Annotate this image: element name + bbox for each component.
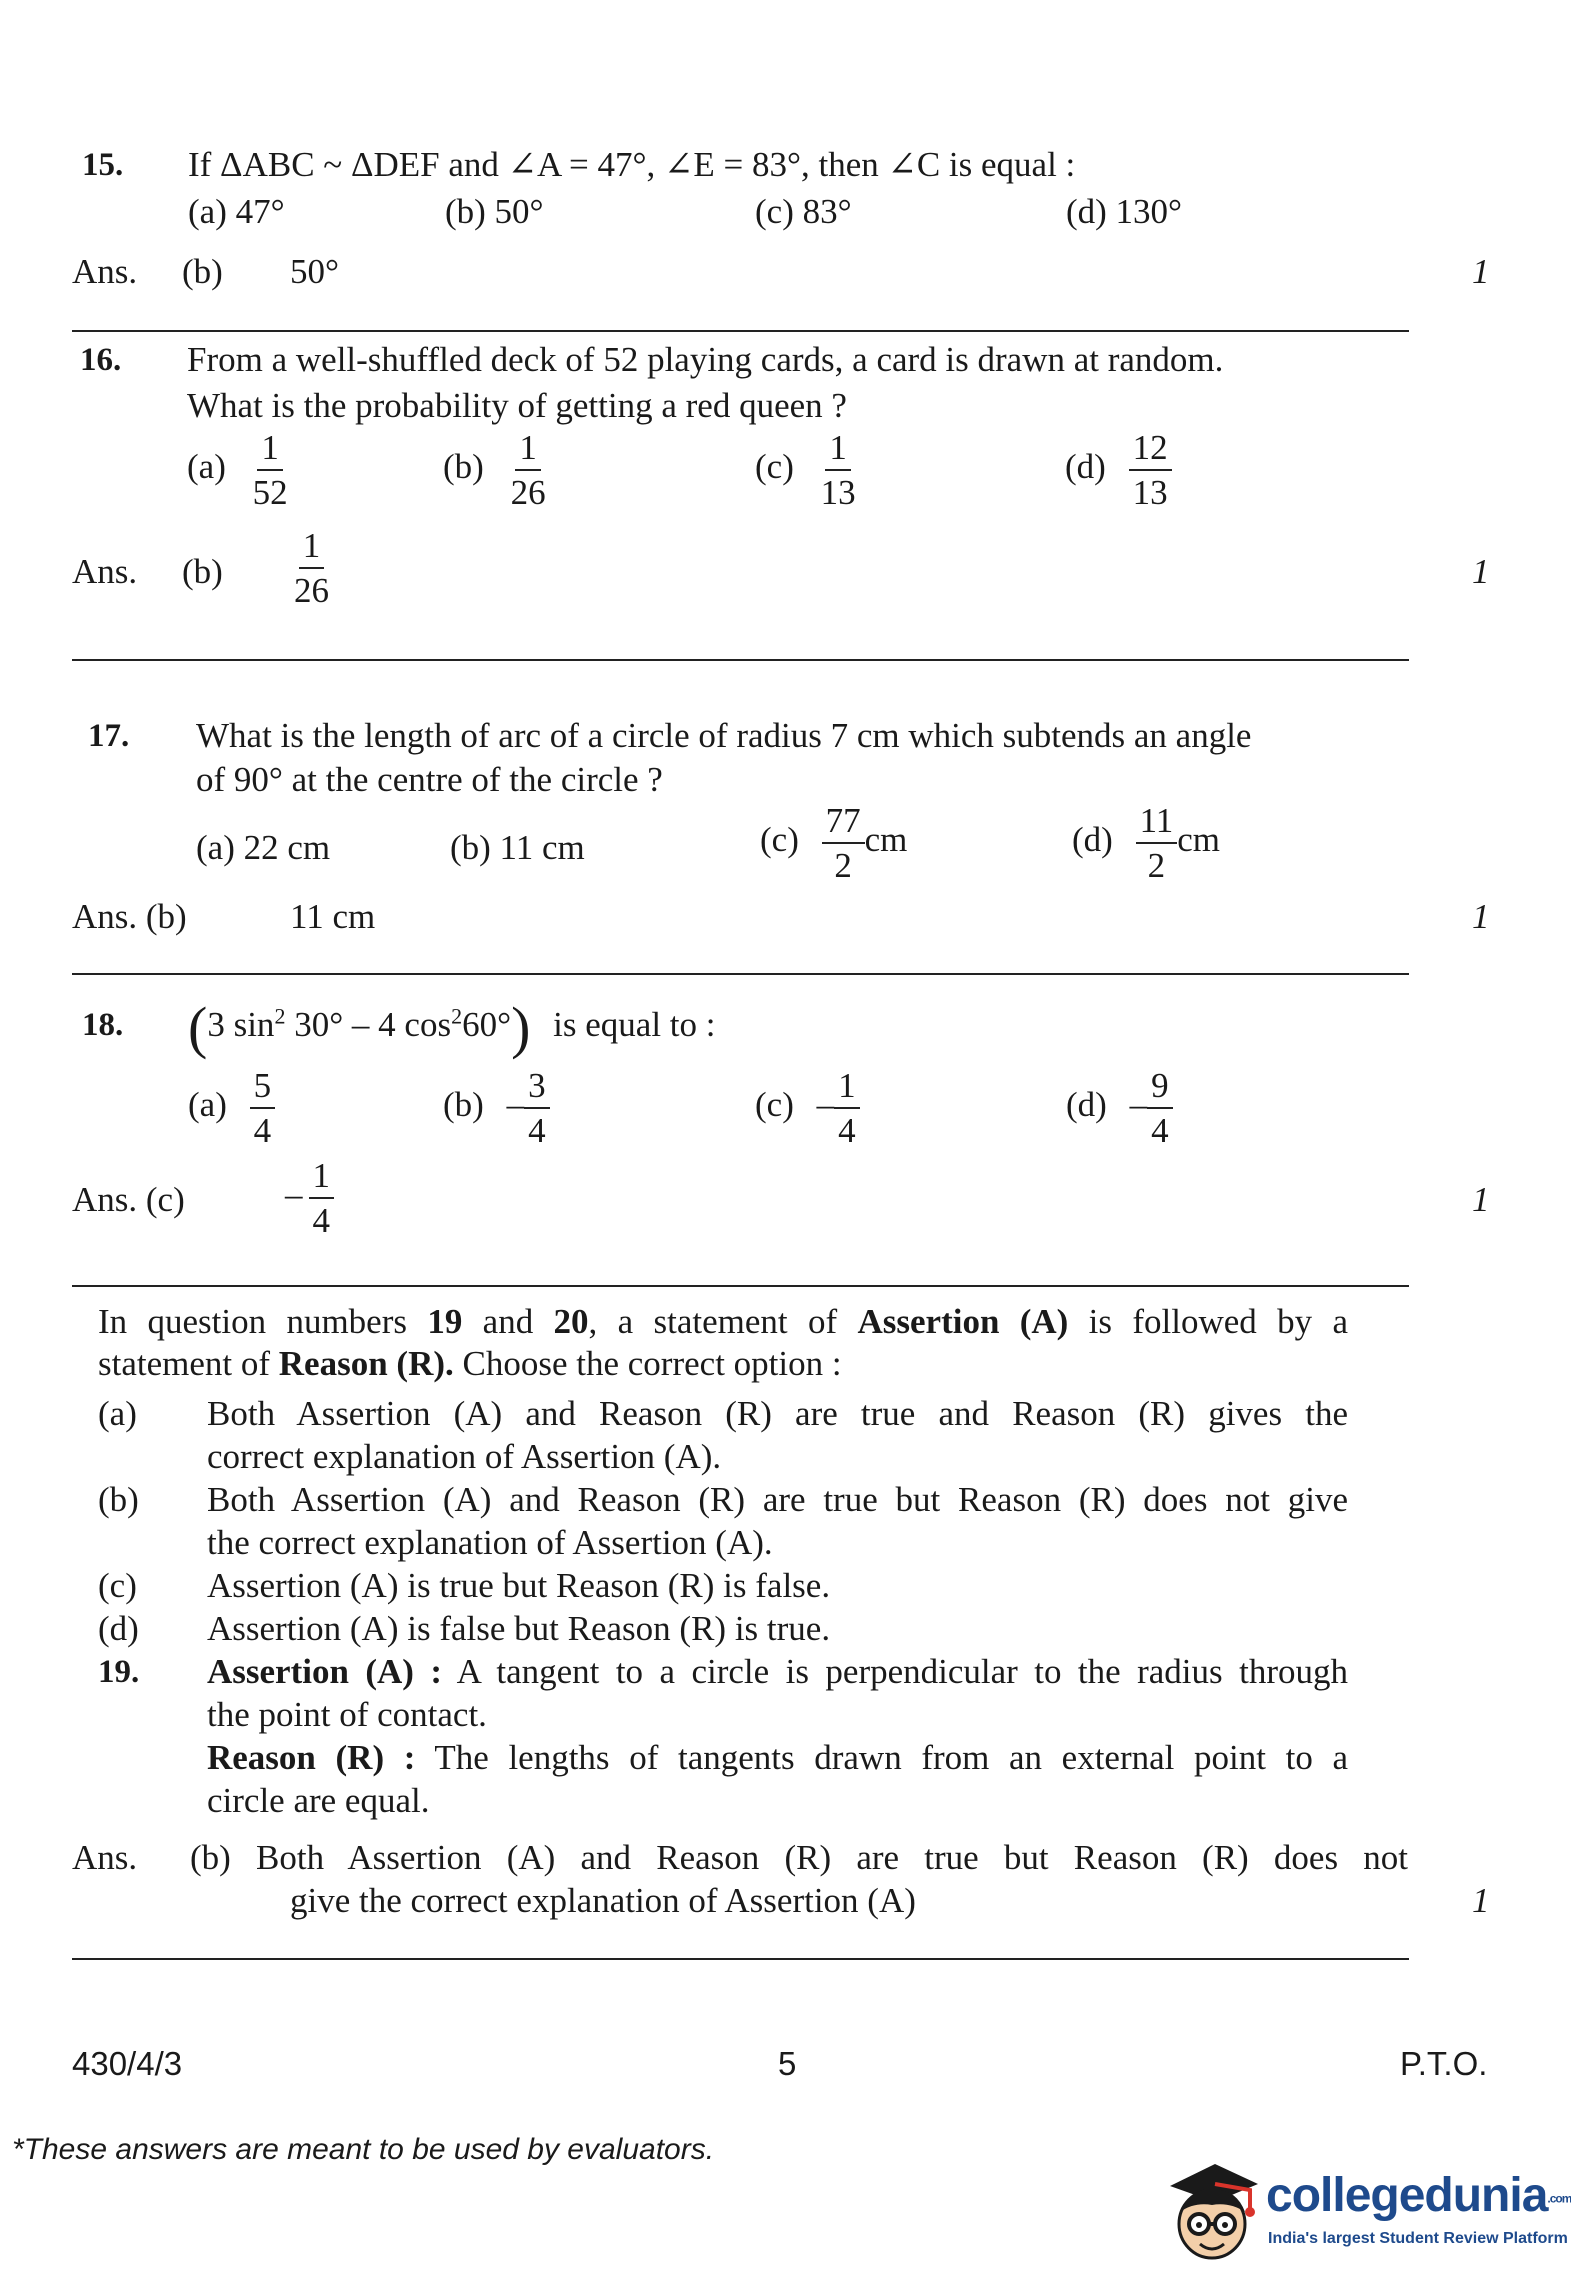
q19-answer-line1: (b) Both Assertion (A) and Reason (R) are true but Reason (R) does not (190, 1838, 1408, 1877)
q16-answer-label: Ans. (72, 552, 138, 591)
q18-option-c: (c) – $\frac{1}{4}$ (755, 1068, 860, 1148)
instruction-option-c: Assertion (A) is true but Reason (R) is false. (207, 1566, 831, 1605)
q15-number: 15. (82, 147, 124, 183)
q18-number: 18. (82, 1007, 124, 1043)
page-number: 5 (778, 2045, 797, 2082)
divider (72, 659, 1409, 661)
q16-answer-fraction: $\frac{1}{26}$ (294, 526, 329, 610)
q19-assertion-line1: Assertion (A) : A tangent to a circle is perpendicular to the radius through (207, 1652, 1348, 1691)
q16-stem-line2: What is the probability of getting a red queen ? (187, 386, 847, 425)
q18-option-a: (a) $\frac{5}{4}$ (188, 1068, 275, 1148)
q19-assertion-line2: the point of contact. (207, 1695, 487, 1734)
q17-option-b: (b) 11 cm (450, 828, 585, 867)
q19-answer-line2: give the correct explanation of Assertion (A) (290, 1881, 916, 1920)
q17-option-d: (d) $\frac{11}{2}$ cm (1072, 801, 1221, 885)
divider (72, 1958, 1409, 1960)
q16-option-a: (a) $\frac{1}{52}$ (187, 428, 288, 512)
q19-answer-label: Ans. (72, 1838, 138, 1877)
instruction-option-b-label: (b) (98, 1480, 139, 1519)
q15-stem: If ΔABC ~ ΔDEF and ∠A = 47°, ∠E = 83°, then ∠C is equal : (188, 145, 1076, 184)
q15-option-d: (d) 130° (1066, 192, 1183, 231)
instruction-option-b-line1: Both Assertion (A) and Reason (R) are true but Reason (R) does not give (207, 1480, 1348, 1519)
brand-tagline: India's largest Student Review Platform (1268, 2230, 1568, 2247)
q18-answer-label: Ans. (c) (72, 1180, 185, 1219)
q19-reason-line2: circle are equal. (207, 1781, 430, 1820)
divider (72, 973, 1409, 975)
q16-stem-line1: From a well-shuffled deck of 52 playing cards, a card is drawn at random. (187, 340, 1224, 379)
q18-option-d: (d) – $\frac{9}{4}$ (1066, 1068, 1173, 1148)
q18-marks: 1 (1472, 1180, 1490, 1219)
divider (72, 1285, 1409, 1287)
q17-stem-line1: What is the length of arc of a circle of radius 7 cm which subtends an angle (196, 716, 1252, 755)
instruction-option-d-label: (d) (98, 1609, 139, 1648)
q15-option-c: (c) 83° (755, 192, 852, 231)
q19-marks: 1 (1472, 1881, 1490, 1920)
q15-option-a: (a) 47° (188, 192, 285, 231)
q15-answer-label: Ans. (72, 252, 138, 291)
q19-reason-line1: Reason (R) : The lengths of tangents drawn from an external point to a (207, 1738, 1348, 1777)
pto-label: P.T.O. (1400, 2045, 1488, 2082)
instruction-option-b-line2: the correct explanation of Assertion (A). (207, 1523, 773, 1562)
q16-number: 16. (80, 342, 122, 378)
brand-name: collegedunia.com (1266, 2169, 1571, 2222)
evaluator-note: *These answers are meant to be used by evaluators. (12, 2133, 715, 2166)
q18-stem: (3 $\sin^2 30^\circ - 4$ $\cos^260^\circ$) is equal to : (188, 994, 716, 1060)
divider (72, 330, 1409, 332)
q18-answer-fraction: – $\frac{1}{4}$ (285, 1158, 334, 1238)
q15-option-b: (b) 50° (445, 192, 544, 231)
q15-answer-option: (b) (182, 252, 223, 291)
q16-option-d: (d) $\frac{12}{13}$ (1065, 430, 1172, 510)
instructions-line2: statement of Reason (R). Choose the correct option : (98, 1344, 842, 1383)
q16-answer-option: (b) (182, 552, 223, 591)
q17-option-a: (a) 22 cm (196, 828, 331, 867)
q15-answer-value: 50° (290, 252, 339, 291)
q15-marks: 1 (1472, 252, 1490, 291)
q17-number: 17. (88, 718, 130, 754)
instruction-option-a-label: (a) (98, 1394, 137, 1433)
mascot-logo-icon (1160, 2150, 1260, 2268)
q17-answer-value: 11 cm (290, 897, 376, 936)
q16-option-c: (c) $\frac{1}{13}$ (755, 428, 856, 512)
q17-option-c: (c) $\frac{77}{2}$ cm (760, 801, 908, 885)
paper-code: 430/4/3 (72, 2045, 183, 2082)
q16-marks: 1 (1472, 552, 1490, 591)
instruction-option-c-label: (c) (98, 1566, 137, 1605)
q17-marks: 1 (1472, 897, 1490, 936)
q18-option-b: (b) – $\frac{3}{4}$ (443, 1068, 550, 1148)
instruction-option-a-line2: correct explanation of Assertion (A). (207, 1437, 722, 1476)
instruction-option-d: Assertion (A) is false but Reason (R) is true. (207, 1609, 831, 1648)
q19-number: 19. (98, 1654, 140, 1690)
instruction-option-a-line1: Both Assertion (A) and Reason (R) are true and Reason (R) gives the (207, 1394, 1348, 1433)
q17-answer-label: Ans. (b) (72, 897, 187, 936)
q16-option-b: (b) $\frac{1}{26}$ (443, 428, 546, 512)
q17-stem-line2: of 90° at the centre of the circle ? (196, 760, 663, 799)
instructions-line1: In question numbers 19 and 20, a statement of Assertion (A) is followed by a (98, 1302, 1348, 1341)
